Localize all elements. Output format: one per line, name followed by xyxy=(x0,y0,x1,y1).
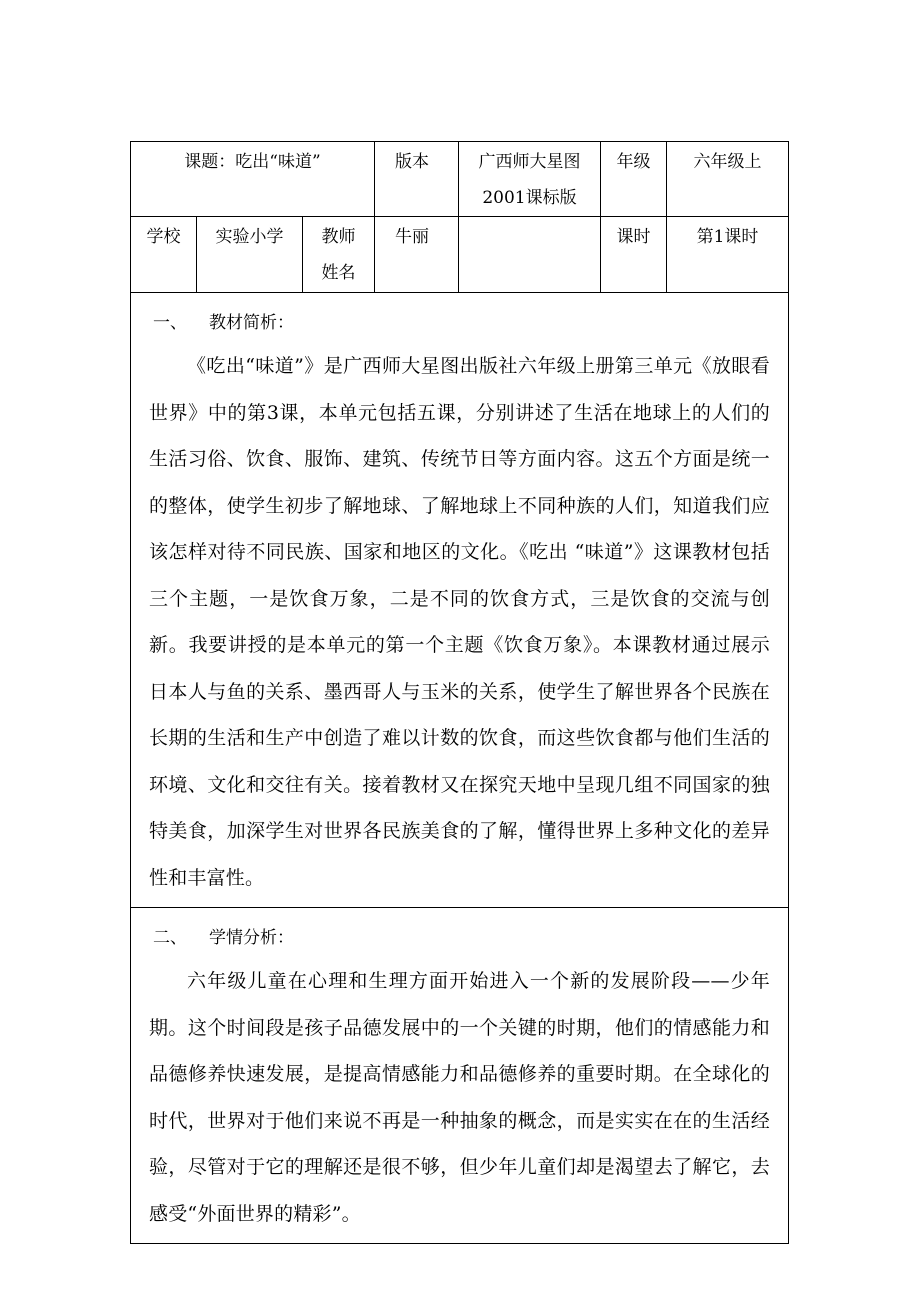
school-label-cell xyxy=(131,217,197,293)
blank-cell xyxy=(459,217,601,293)
section-number: 二、 xyxy=(153,928,187,948)
section-body: 《吃出“味道”》是广西师大星图出版社六年级上册第三单元《放眼看世界》中的第3课，本单元包括五课，分别讲述了生活在地球上的人们的生活习俗、饮食、服饰、建筑、传统节日等方面内容。这五个方面是统一的整体，使学生初步了解地球、了解地球上不同种族的人们，知道我们应该怎样对待不同民族、国家和地区的文化。《吃出 “味道”》这课教材包括三个主题，一是饮食万象，二是不同的饮食方式，三是饮食的交流与创新。我要讲授的是本单元的第一个主题《饮食万象》。本课教材通过展示日本人与鱼的关系、墨西哥人与玉米的关系，使学生了解世界各个民族在长期的生活和生产中创造了难以计数的饮食，而这些饮食都与他们生活的环境、文化和交往有关。接着教材又在探究天地中呈现几组不同国家的独特美食，加深学生对世界各民族美食的了解，懂得世界上多种文化的差异性和丰富性。 xyxy=(149,355,770,889)
section-title: 教材简析： xyxy=(209,313,294,333)
section-row-2 xyxy=(131,908,789,1244)
edition-value-line2: 2001课标版 xyxy=(482,188,577,208)
lesson-plan-table xyxy=(130,141,789,1244)
section-body: 六年级儿童在心理和生理方面开始进入一个新的发展阶段——少年期。这个时间段是孩子品德发展中的一个关键的时期，他们的情感能力和品德修养快速发展，是提高情感能力和品德修养的重要时期。在全球化的时代，世界对于他们来说不再是一种抽象的概念，而是实实在在的生活经验，尽管对于它的理解还是很不够，但少年儿童们却是渴望去了解它，去感受“外面世界的精彩”。 xyxy=(149,970,770,1225)
section-title: 学情分析： xyxy=(209,928,294,948)
topic-cell xyxy=(131,142,375,217)
grade-value-cell xyxy=(667,142,789,217)
school-value-cell xyxy=(197,217,303,293)
period-label-cell xyxy=(601,217,667,293)
grade-label: 年级 xyxy=(616,152,651,172)
school-label: 学校 xyxy=(146,227,181,247)
period-label: 课时 xyxy=(616,227,651,247)
grade-value: 六年级上 xyxy=(693,152,762,172)
period-value-cell xyxy=(667,217,789,293)
teacher-label-line2: 姓名 xyxy=(321,263,356,283)
teacher-label-line1: 教师 xyxy=(321,227,356,247)
section-row-1 xyxy=(131,293,789,908)
grade-label-cell xyxy=(601,142,667,217)
teacher-value-cell xyxy=(375,217,459,293)
edition-label: 版本 xyxy=(395,152,429,172)
section-heading xyxy=(153,920,770,956)
edition-label-cell xyxy=(375,142,459,217)
school-value: 实验小学 xyxy=(215,227,284,247)
textbook-analysis-section xyxy=(131,293,789,908)
student-analysis-section xyxy=(131,908,789,1244)
header-row xyxy=(131,142,789,217)
teacher-value: 牛丽 xyxy=(395,227,429,247)
period-value: 第1课时 xyxy=(696,227,759,247)
edition-value-line1: 广西师大星图 xyxy=(478,152,581,172)
edition-value-cell xyxy=(459,142,601,217)
section-number: 一、 xyxy=(153,313,187,333)
teacher-label-cell xyxy=(303,217,375,293)
section-heading xyxy=(153,305,770,341)
blank-value xyxy=(459,217,600,219)
topic-text: 课题：吃出“味道” xyxy=(184,152,321,172)
info-row xyxy=(131,217,789,293)
